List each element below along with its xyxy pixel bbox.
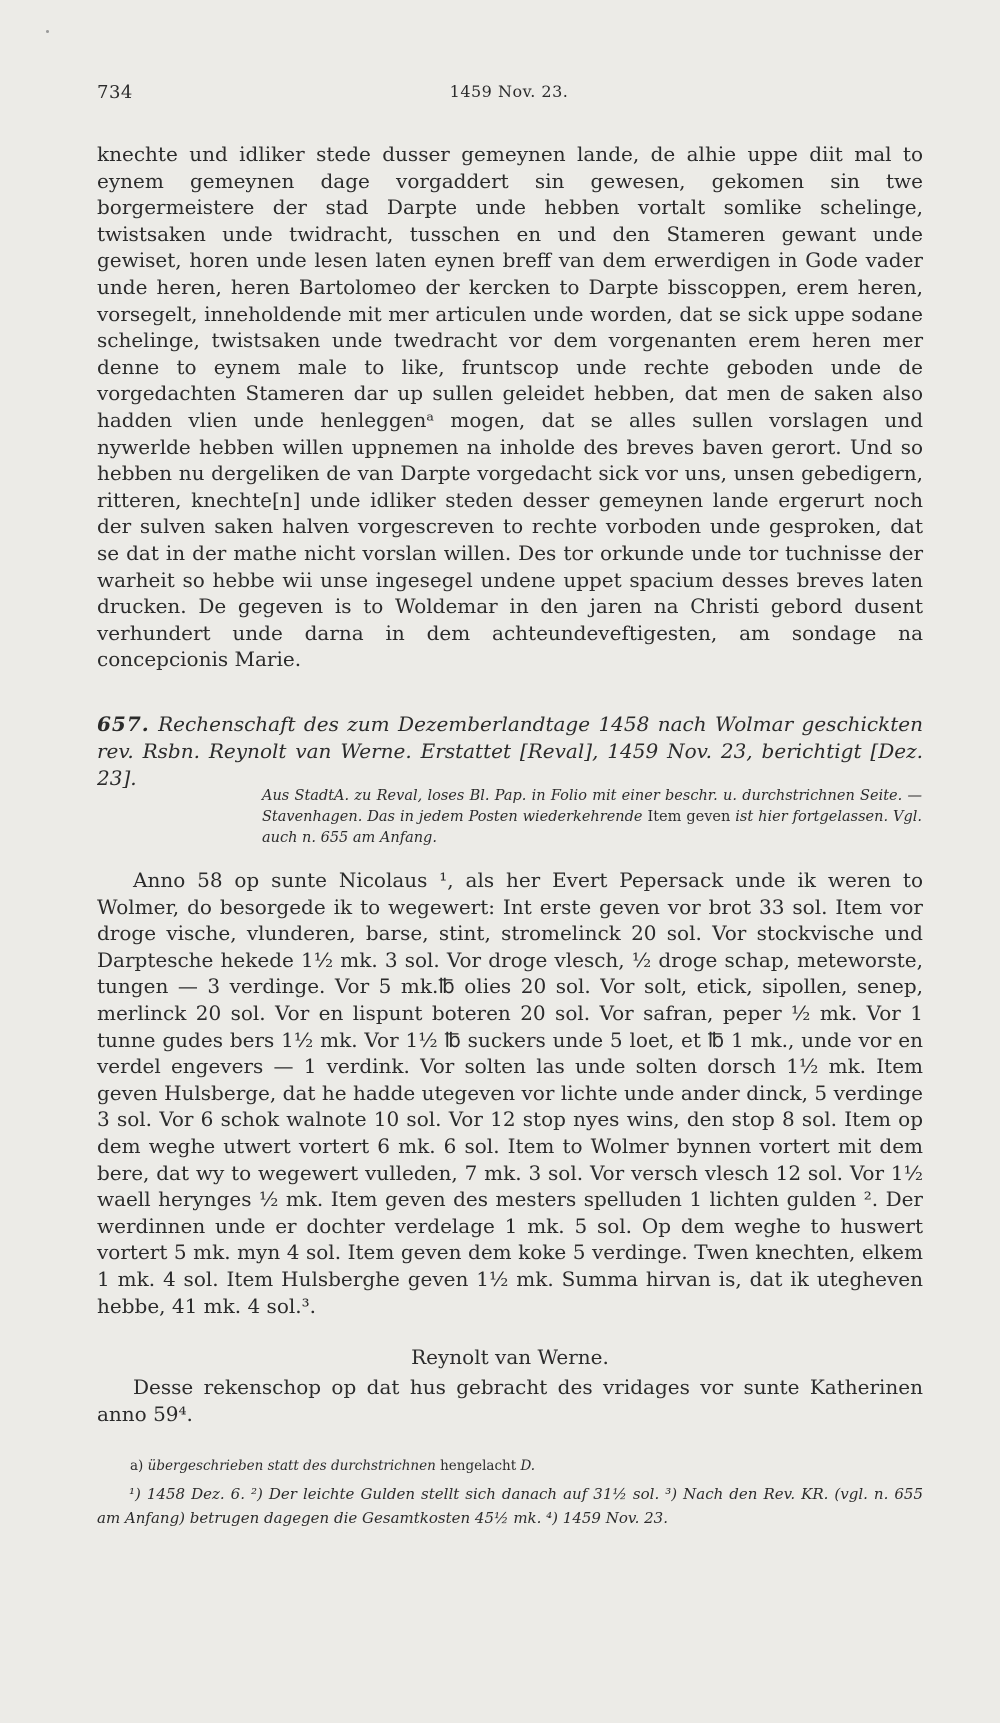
signature-line: Reynolt van Werne. xyxy=(411,1345,609,1369)
closing-note: Desse rekenschop op dat hus gebracht des vridages vor sunte Katherinen anno 59⁴. xyxy=(97,1375,923,1426)
textual-footnote-italic: übergeschrieben statt des durchstrichnen xyxy=(147,1458,436,1474)
footnotes xyxy=(97,1482,923,1530)
entry-heading xyxy=(97,711,923,792)
paper-speck xyxy=(46,30,49,33)
entry-title: Rechenschaft des zum Dezemberlandtage 1458 nach Wolmar geschickten rev. Rsbn. Reynolt van Werne. Erstattet [Reval], 1459 Nov. 23, berichtigt [Dez. 23]. xyxy=(97,712,923,790)
entry-number: 657. xyxy=(97,712,150,736)
running-head xyxy=(97,82,921,106)
textual-footnote xyxy=(130,1458,535,1474)
page-number: 734 xyxy=(97,82,133,103)
textual-footnote-word: hengelacht xyxy=(440,1458,517,1474)
document-text-continued xyxy=(97,141,923,673)
textual-footnote-siglum: D. xyxy=(520,1458,536,1474)
source-note-item-geven: Item geven xyxy=(647,809,731,825)
source-note-part-2: ist hier fortgelassen. Vgl. auch n. 655 am Anfang. xyxy=(262,809,923,846)
numbered-footnotes: ¹) 1458 Dez. 6. ²) Der leichte Gulden stellt sich danach auf 31½ sol. ³) Nach den Rev. KR. (vgl. n. 655 am Anfang) betrugen dagegen die Gesamtkosten 45½ mk. ⁴) 1459 Nov. 23. xyxy=(97,1485,923,1527)
source-note xyxy=(262,786,922,849)
paragraph-continued: knechte und idliker stede dusser gemeynen lande, de alhie uppe diit mal to eynem gemeynen dage vorgaddert sin gewesen, gekomen sin twe borgermeistere der stad Darpte unde hebben vortalt somlike schelinge, twistsaken unde twidracht, tusschen en und den Stameren gewant unde gewiset, horen unde lesen laten eynen breff van dem erwerdigen in Gode vader unde heren, heren Bartolomeo der kercken to Darpte bisscoppen, erem heren, vorsegelt, inneholdende mit mer articulen unde worden, dat se sick uppe sodane schelinge, twistsaken unde twedracht vor dem vorgenanten erem heren mer denne to eynem male to like, fruntscop unde rechte geboden unde de vorgedachten Stameren dar up sullen geleidet hebben, dat men de saken also hadden vlien unde henleggenᵃ mogen, dat se alles sullen vorslagen und nywerlde hebben willen uppnemen na inholde des breves baven gerort. Und so hebben nu dergeliken de van Darpte vorgedacht sick vor uns, unsen gebedigern, ritteren, knechte[n] unde idliker steden desser gemeynen lande ergerurt noch der sulven saken halven vorgescreven to rechte vorboden unde gesproken, dat se dat in der mathe nicht vorslan willen. Des tor orkunde unde tor tuchnisse der warheit so hebbe wii unse ingesegel undene uppet spacium desses breves laten drucken. De gegeven is to Woldemar in den jaren na Christi gebord dusent verhundert unde darna in dem achteundeveftigesten, am sondage na concepcionis Marie. xyxy=(97,142,923,672)
account-paragraph: Anno 58 op sunte Nicolaus ¹, als her Evert Pepersack unde ik weren to Wolmer, do besorgede ik to wegewert: Int erste geven vor brot 33 sol. Item vor droge vische, vlunderen, barse, stint, stromelinck 20 sol. Vor stockvische und Darptesche hekede 1½ mk. 3 sol. Vor droge vlesch, ½ droge schap, meteworste, tungen — 3 verdinge. Vor 5 mk.℔ olies 20 sol. Vor solt, etick, sipollen, senep, merlinck 20 sol. Vor en lispunt boteren 20 sol. Vor safran, peper ½ mk. Vor 1 tunne gudes bers 1½ mk. Vor 1½ ℔ suckers unde 5 loet, et ℔ 1 mk., unde vor en verdel engevers — 1 verdink. Vor solten las unde solten dorsch 1½ mk. Item geven Hulsberge, dat he hadde utegeven vor lichte unde ander dinck, 5 verdinge 3 sol. Vor 6 schok walnote 10 sol. Vor 12 stop nyes wins, den stop 8 sol. Item op dem weghe utwert vortert 6 mk. 6 sol. Item to Wolmer bynnen vortert mit dem bere, dat wy to wegewert vulleden, 7 mk. 3 sol. Vor versch vlesch 12 sol. Vor 1½ waell herynges ½ mk. Item geven des mesters spelluden 1 lichten gulden ². Der werdinnen unde er dochter verdelage 1 mk. 5 sol. Op dem weghe to huswert vortert 5 mk. myn 4 sol. Item geven dem koke 5 verdinge. Twen knechten, elkem 1 mk. 4 sol. Item Hulsberghe geven 1½ mk. Summa hirvan is, dat ik utegheven hebbe, 41 mk. 4 sol.³. xyxy=(97,868,923,1318)
account-text xyxy=(97,867,923,1319)
source-note-part-1: Aus StadtA. zu Reval, loses Bl. Pap. in Folio mit einer beschr. u. durchstrichnen Seite. — Stavenhagen. Das in jedem Posten wiederkehrende xyxy=(262,788,922,825)
textual-footnote-label: a) xyxy=(130,1458,144,1474)
header-date: 1459 Nov. 23. xyxy=(449,82,569,101)
